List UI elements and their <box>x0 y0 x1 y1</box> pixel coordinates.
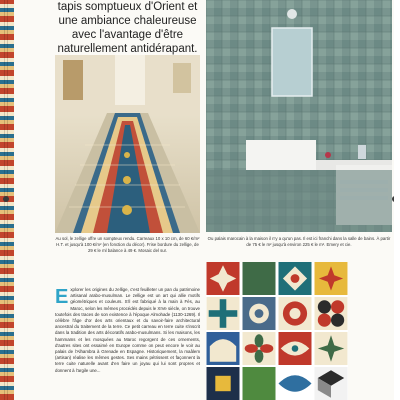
tile-sample <box>206 367 240 400</box>
tile-sample <box>242 262 276 295</box>
bathroom-caption: Ou palais marocain à la maison il n'y a qu'un pas. Il est ici franchi dans la salle de bains. À partir de 75 € le m² jusqu'à environ 225 € le m². Emery et cie. <box>207 236 391 247</box>
tile-sample <box>242 297 276 330</box>
tile-sample <box>314 367 348 400</box>
tile-samples-grid <box>206 262 348 400</box>
page-edge <box>394 0 400 400</box>
intro-line: tapis somptueux d'Orient et <box>57 1 198 13</box>
tile-sample <box>278 262 312 295</box>
corridor-caption: Au sol, le zellige offre un sompteux rendu. Carreaux 10 x 10 cm, de 60 €/m² H.T. et jusqu'à 100 €/m² (en fonction du décor). Frise bordure du zellige, de 29 € le ml balance à 49 €. Mosaic del sur. <box>55 236 200 253</box>
tile-sample <box>206 262 240 295</box>
article-body <box>55 287 200 374</box>
bathroom-photo <box>206 0 392 232</box>
prev-page-dot[interactable] <box>3 196 9 202</box>
article-paragraph: xplorer les origines du zellige, c'est feuilleter un pan du patrimoine artisanal arabo-musulman. Le zellige est un art qui allie motifs géométriques et couleurs. S'il est fabriqué à la main à Fès, au Maroc, selon les mêmes procédés depuis le XIVe siècle, on trouve toutefois des traces de son existence à l'époque Almohade (1130-1269). Il célèbre l'âge d'or des arts orientaux et du savoir-faire architectural ancestral du traitement de la terre. Ce petit carreau en terre cuite s'inscrit dans la tradition des arts décoratifs arabo-musulmans. Si les maisons, les hammams et les mosquées au Maroc regorgent de ces ornements, d'autres sites ont essaimé en Europe comme on peut encore le voir au palais de l'Alhambra à Grenade en Espagne. Historiquement, la maâlem (artisan) réalise les mêmes gestes. Ses mains pétrissent et façonnent la terre cuite naturelle avant d'en faire un joyau qui lui sont propres et donnent à l'argile une... <box>55 287 200 373</box>
tile-sample <box>242 367 276 400</box>
tile-sample <box>314 332 348 365</box>
tile-sample <box>314 297 348 330</box>
tile-sample <box>206 332 240 365</box>
intro-line: naturellement antidérapant. <box>57 43 198 55</box>
tile-sample <box>206 297 240 330</box>
tile-sample <box>242 332 276 365</box>
intro-text <box>55 0 200 56</box>
tile-sample <box>278 297 312 330</box>
intro-line: avec l'avantage d'être <box>71 29 184 41</box>
tile-sample <box>314 262 348 295</box>
tile-sample <box>278 332 312 365</box>
drop-cap: E <box>55 286 69 308</box>
tile-sample <box>278 367 312 400</box>
corridor-photo <box>55 55 200 233</box>
intro-line: une ambiance chaleureuse <box>58 15 197 27</box>
